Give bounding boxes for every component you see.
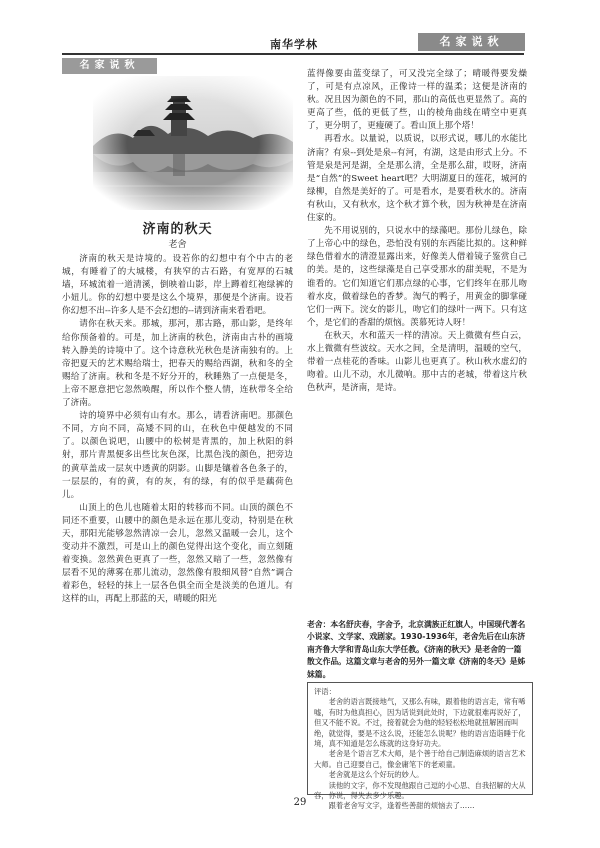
page-number: 29 [293, 797, 307, 808]
comment-paragraph: 老舍的语言既接地气，又那么有味，跟着他的语言走，常有唏嘘，有时为他真担心，因为话说到此处时，下边就很难再说好了，但又不能不说。不过，接着就会为他的轻轻松松地就扭解困而叫绝，就觉得，要是不这么说，还能怎么说呢？他的语言造诣睡于化境，真不知道是怎么练就的这身好功夫。 [314, 697, 526, 749]
body-paragraph: 先不用说别的，只说水中的绿藻吧。那份儿绿色，除了上帝心中的绿色，恐怕没有别的东西能比拟的。这种鲜绿色借着水的清澄显露出来，好像美人借着镜子鉴赏自己的美。是的，这些绿藻是自己享受那水的甜美呢，不是为谁看的。它们知道它们那点绿的心事，它们终年在那儿吻着水皮，做着绿色的香梦。淘气的鸭子，用黄金的脚掌碰它们一两下。浣女的影儿，吻它们的绿叶一两下。只有这个，是它们的香甜的烦恼。羡慕死诗人呀！ [307, 226, 527, 328]
author-bio [307, 619, 527, 681]
comment-paragraph: 老舍就是这么个好玩的妙人。 [328, 770, 424, 780]
comment-paragraph: 读他的文字，你不发现他跟自己逗的小心思、自我招解的大从容，你说，得失去多少乐趣。 [314, 780, 526, 801]
pavilion-lake-photo [93, 76, 293, 210]
article-body-left [62, 253, 293, 607]
body-paragraph: 请你在秋天来。那城，那河，那古路，那山影，是终年给你预备着的。可是，加上济南的秋色，济南由古朴的画境转入静美的诗境中了。这个诗意秋光秋色是济南独有的。上帝把夏天的艺术赐给瑞士，把春天的赐给西湖，秋和冬的全赐给了济南。秋和冬是不好分开的，秋睡熟了一点便是冬，上帝不愿意把它忽然唤醒，所以作个整人情，连秋带冬全给了济南。 [62, 319, 293, 409]
comment-paragraph: 跟着老舍写文字，逢着些善甜的烦恼去了…… [328, 801, 475, 811]
header-rule [62, 53, 524, 55]
article-body-right [307, 68, 527, 395]
body-paragraph: 再看水。以量说，以质说，以形式说，哪儿的水能比济南？有泉--到处是泉--有河，有湖，这是由形式上分。不管是泉是河是湖，全是那么清，全是那么甜，哎呀，济南是“自然”的Sweet heart吧？大明湖夏日的莲花，城河的绿柳，自然是美好的了。可是看水，是要看秋水的。济南有秋山，又有秋水，这个秋才算个秋，因为秋神是在济南住家的。 [307, 134, 527, 224]
body-paragraph: 在秋天，水和蓝天一样的清凉。天上微微有些白云，水上微微有些波纹。天水之间，全是清明，温暖的空气，带着一点桂花的香味。山影儿也更真了。秋山秋水虚幻的吻着。山儿不动，水儿微响。那中古的老城，带着这片秋色秋声，是济南，是诗。 [307, 330, 527, 394]
article-title: 济南的秋天 [142, 222, 213, 237]
body-paragraph: 济南的秋天是诗境的。设若你的幻想中有个中古的老城，有睡着了的大城楼，有狭窄的古石路，有宽厚的石城墙，环城流着一道清溪，倒映着山影，岸上蹲着红袍绿裤的小妞儿。你的幻想中要是这么个境界，那便是个济南。设若你幻想不出--许多人是不会幻想的--请到济南来看看吧。 [62, 254, 293, 317]
comment-label: 评语： [314, 687, 336, 696]
bio-text: 本名舒庆春，字舍予，北京满族正红旗人，中国现代著名小说家、文学家、戏剧家。1930-1936年，老舍先后在山东济南齐鲁大学和青岛山东大学任教。 [307, 620, 526, 654]
article-author: 老舍 [168, 240, 187, 250]
bio-lead: 老舍： [307, 620, 331, 629]
comment-paragraph: 老舍是个语言艺术大师，是个善于给自己制造麻烦的语言艺术大师。自己迎要自己，像金庸笔下的老顽童。 [314, 749, 526, 769]
bio-note: 《济南的秋天》是老舍的一篇散文作品。这篇文章与老舍的另外一篇文章《济南的冬天》是姊妹篇。 [307, 644, 526, 679]
column-badge: 名家说秋 [62, 58, 157, 74]
body-paragraph: 山顶上的色儿也随着太阳的转移而不同。山顶的颜色不同还不重要，山腰中的颜色是永远在那儿变动，特别是在秋天，那阳光能够忽然清凉一会儿，忽然又温暖一会儿，这个变动并不激烈，可是山上的颜色觉得出这个变化，而立刻随着变换。忽然黄色更真了一些，忽然又暗了一些，忽然像有层看不见的薄雾在那儿流动，忽然像有股细风替“自然”调合着彩色，轻轻的抹上一层各色俱全而全是淡美的色道儿。有这样的山，再配上那蓝的天，晴暖的阳光 [62, 502, 293, 605]
header-column-badge: 名家说秋 [418, 33, 525, 51]
body-paragraph: 诗的境界中必须有山有水。那么，请看济南吧。那颜色不同，方向不同，高矮不同的山，在秋色中便越发的不同了。以颜色说吧，山腰中的松树是青黑的，加上秋阳的斜射，那片青黑便多出些比灰色深，比黑色浅的颜色，把旁边的黄草盖成一层灰中透黄的阴影。山脚是镶着各色条子的，一层层的，有的黄，有的灰，有的绿，有的似乎是藕荷色儿。 [62, 411, 293, 500]
journal-title: 南华学林 [270, 38, 318, 51]
body-paragraph: 蓝得像要由蓝变绿了，可又没完全绿了；晴暖得要发燥了，可是有点凉风，正像诗一样的温柔；这便是济南的秋。况且因为颜色的不同，那山的高低也更显然了。高的更高了些，低的更低了些，山的棱角曲线在晴空中更真了，更分明了，更瘦硬了。看山顶上那个塔！ [307, 69, 527, 132]
comment-box [307, 682, 533, 811]
